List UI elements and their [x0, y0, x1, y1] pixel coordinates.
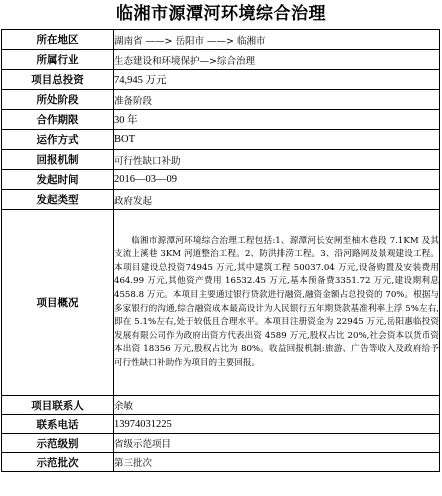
page-title: 临湘市源潭河环境综合治理 — [116, 4, 326, 24]
term-label: 合作期限 — [2, 110, 114, 130]
demo-level-value: 省级示范项目 — [114, 434, 440, 453]
region-value: 湖南省 ——> 岳阳市 ——> 临湘市 — [114, 30, 440, 50]
row-demo-batch — [2, 453, 440, 472]
row-return-mechanism — [2, 150, 440, 170]
launch-date-label: 发起时间 — [2, 170, 114, 190]
launch-type-value: 政府发起 — [114, 190, 440, 210]
return-mechanism-value: 可行性缺口补助 — [114, 150, 440, 170]
row-launch-date — [2, 170, 440, 190]
term-value: 30 年 — [114, 110, 440, 130]
operation-mode-label: 运作方式 — [2, 130, 114, 150]
return-mechanism-label: 回报机制 — [2, 150, 114, 170]
row-term — [2, 110, 440, 130]
row-stage — [2, 90, 440, 110]
demo-batch-value: 第三批次 — [114, 453, 440, 472]
phone-value: 13974031225 — [114, 415, 440, 434]
row-total-investment — [2, 70, 440, 90]
industry-label: 所属行业 — [2, 50, 114, 70]
overview-label: 项目概况 — [2, 210, 114, 396]
stage-label: 所处阶段 — [2, 90, 114, 110]
row-overview — [2, 210, 440, 396]
row-operation-mode — [2, 130, 440, 150]
contact-person-value: 余敏 — [114, 396, 440, 415]
row-region — [2, 30, 440, 50]
industry-value: 生态建设和环境保护—>综合治理 — [114, 50, 440, 70]
phone-label: 联系电话 — [2, 415, 114, 434]
contact-person-label: 项目联系人 — [2, 396, 114, 415]
row-industry — [2, 50, 440, 70]
operation-mode-value: BOT — [114, 130, 440, 150]
row-phone — [2, 415, 440, 434]
total-investment-value: 74,945 万元 — [114, 70, 440, 90]
stage-value: 准备阶段 — [114, 90, 440, 110]
overview-text: 临湘市源潭河环境综合治理工程包括:1、源潭河长安闸至柚木巷段 7.1KM 及其支流上溪巷 3KM 河道整治工程。2、防洪排涝工程。3、沿河路网及景观建设工程。本项目建设总投资74945 万元,其中建筑工程 50037.04 万元,设备购置及安装费用 464.99 万元,其他资产费用 16532.45 万元,基本预备费3351.72 万元,建设期利息 4558.8 万元。本项目主要通过银行贷款进行融资,融资金额占总投资的 70%。根据与多家银行的沟通,综合融资成本最高设计为人民银行五年期贷款基准利率上浮 5%左右,即在 5.1%左右,处于较低且合理水平。本项目注册资金为 22945 万元,岳阳惠临投资发展有限公司作为政府出资方代表出资 4589 万元,股权占比 20%,社会资本以货币资本出资 18356 万元,股权占比为 80%。收益回报机制:旅游、广告等收入及政府给予可行性缺口补助作为项目的主要回报。 — [114, 210, 440, 396]
row-contact-person — [2, 396, 440, 415]
row-launch-type — [2, 190, 440, 210]
region-label: 所在地区 — [2, 30, 114, 50]
launch-date-value: 2016—03—09 — [114, 170, 440, 190]
launch-type-label: 发起类型 — [2, 190, 114, 210]
total-investment-label: 项目总投资 — [2, 70, 114, 90]
demo-batch-label: 示范批次 — [2, 453, 114, 472]
project-info-table — [1, 29, 440, 472]
demo-level-label: 示范级别 — [2, 434, 114, 453]
row-demo-level — [2, 434, 440, 453]
